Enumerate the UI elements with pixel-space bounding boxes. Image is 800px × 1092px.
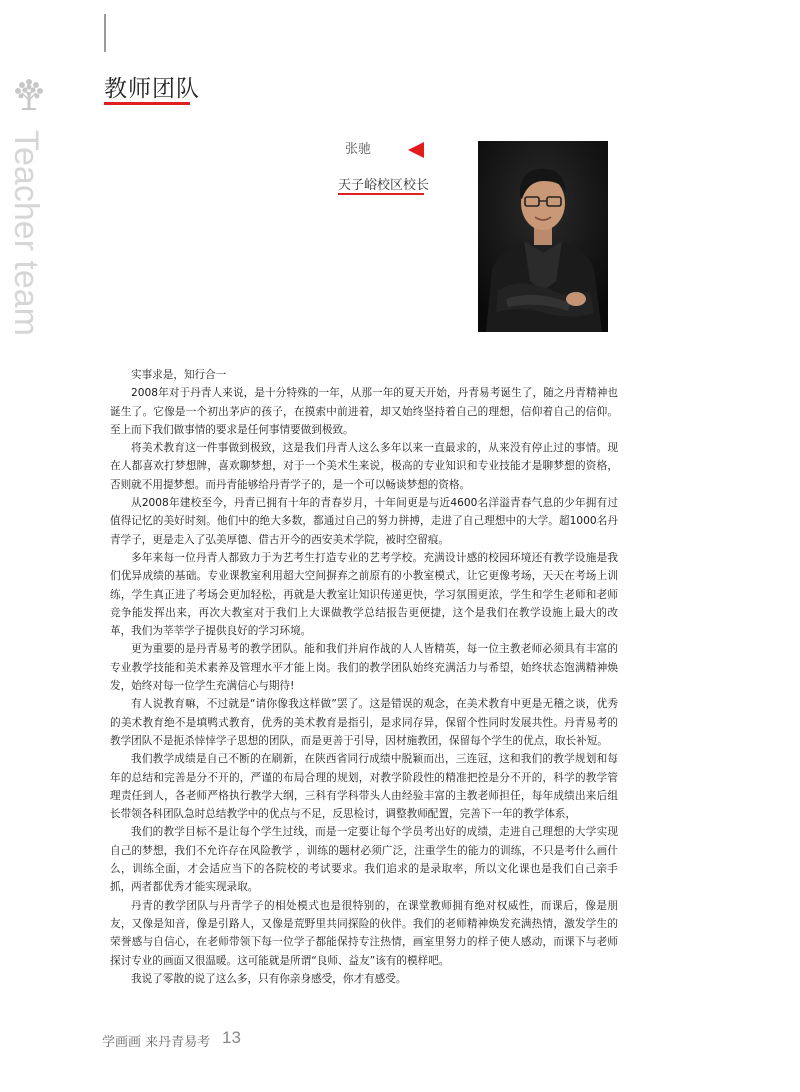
page-number: 13 [222, 1028, 241, 1047]
section-title: 教师团队 [104, 76, 200, 102]
tree-logo-icon [14, 76, 44, 112]
article-paragraph: 实事求是，知行合一 [131, 369, 227, 381]
side-title-vertical: Teacher team [7, 130, 45, 336]
article-paragraph: 2008年对于丹青人来说，是十分特殊的一年，从那一年的夏天开始，丹青易考诞生了，随之丹青精神也诞生了。它像是一个初出茅庐的孩子，在摸索中前进着，却又始终坚持着自己的理想，信仰着自己的信仰。至上而下我们做事情的要求是任何事情要做到极致。 [110, 387, 618, 436]
article-paragraph: 我们教学成绩是自己不断的在刷新，在陕西省同行成绩中脱颖而出，三连冠，这和我们的教学规划和每年的总结和完善是分不开的，严谨的布局合理的规划，对教学阶段性的精准把控是分不开的，科学的教学管理责任到人，各老师严格执行教学大纲，三科有学科带头人由经验丰富的主教老师担任，每年成绩出来后组长带领各科团队急时总结教学中的优点与不足，反思检讨，调整教师配置，完善下一年的教学体系， [110, 753, 618, 821]
footer-label: 学画画 来丹青易考 [102, 1035, 211, 1050]
article-paragraph: 多年来每一位丹青人都致力于为艺考生打造专业的艺考学校。充满设计感的校园环境还有教学设施是我们优异成绩的基础。专业课教室利用超大空间摒弃之前原有的小教室模式，让它更像考场，天天在考场上训练，学生真正进了考场会更加轻松，再就是大教室让知识传递更快，学习氛围更浓，学生和学生老师和老师竞争能发挥出来，再次大教室对于我们上大课做教学总结报告更便捷，这个是我们在教学设施上最大的改革，我们为莘莘学子提供良好的学习环境。 [110, 551, 618, 638]
header-divider-line [104, 14, 106, 52]
article-paragraph: 我说了零散的说了这么多，只有你亲身感受，你才有感受。 [131, 972, 407, 985]
article-body [110, 366, 618, 988]
article-paragraph: 有人说教育嘛，不过就是“请你像我这样做”罢了。这是错误的观念，在美术教育中更是无稽之谈，优秀的美术教育绝不是填鸭式教育，优秀的美术教育是指引，是求同存异，保留个性同时发展共性。丹青易考的教学团队不是扼杀悻悻学子思想的团队，而是更善于引导，因材施教团，保留每个学生的优点，取长补短。 [110, 698, 618, 747]
teacher-name: 张驰 [344, 142, 371, 157]
article-paragraph: 丹青的教学团队与丹青学子的相处模式也是很特别的，在课堂教师拥有绝对权威性，而课后，像是朋友，又像是知音，像是引路人，又像是荒野里共同探险的伙伴。我们的老师精神焕发充满热情，激发学生的荣誉感与自信心，在老师带领下每一位学子都能保持专注热情，画室里努力的样子使人感动，而课下与老师探讨专业的画面又很温暖。这可能就是所谓“良师、益友”该有的模样吧。 [110, 899, 618, 967]
article-paragraph: 将美术教育这一件事做到极致，这是我们丹青人这么多年以来一直最求的，从来没有停止过的事情。现在人都喜欢打梦想牌，喜欢聊梦想，对于一个美术生来说，极高的专业知识和专业技能才是聊梦想的资格，否则就不用提梦想。而丹青能够给丹青学子的，是一个可以畅谈梦想的资格。 [110, 442, 618, 491]
teacher-role: 天子峪校区校长 [338, 178, 430, 193]
red-pointer-marker [408, 142, 424, 158]
section-title-underline [104, 102, 190, 105]
teacher-photo [478, 141, 608, 332]
article-paragraph: 更为重要的是丹青易考的教学团队。能和我们并肩作战的人人皆精英，每一位主教老师必须具有丰富的专业教学技能和美术素养及管理水平才能上岗。我们的教学团队始终充满活力与希望，始终状态饱满精神焕发，始终对每一位学生充满信心与期待! [110, 643, 618, 693]
article-paragraph: 我们的教学目标不是让每个学生过线，而是一定要让每个学员考出好的成绩，走进自己理想的大学实现自己的梦想，我们不允许存在风险教学 ，训练的题材必须广泛，注重学生的能力的训练，不只是考什么画什么，训练全面，才会适应当下的各院校的考试要求。我们追求的是录取率，所以文化课也是我们自己亲手抓，两者都优秀才能实现录取。 [110, 826, 618, 894]
article-paragraph: 从2008年建校至今，丹青已拥有十年的青春岁月，十年间更是与近4600名洋溢青春气息的少年拥有过值得记忆的美好时刻。他们中的绝大多数，都通过自己的努力拼搏，走进了自己理想中的大学。超1000名丹青学子，更是走入了弘美厚德、借古开今的西安美术学院，被时空留痕。 [110, 497, 618, 546]
teacher-role-underline [338, 193, 424, 195]
